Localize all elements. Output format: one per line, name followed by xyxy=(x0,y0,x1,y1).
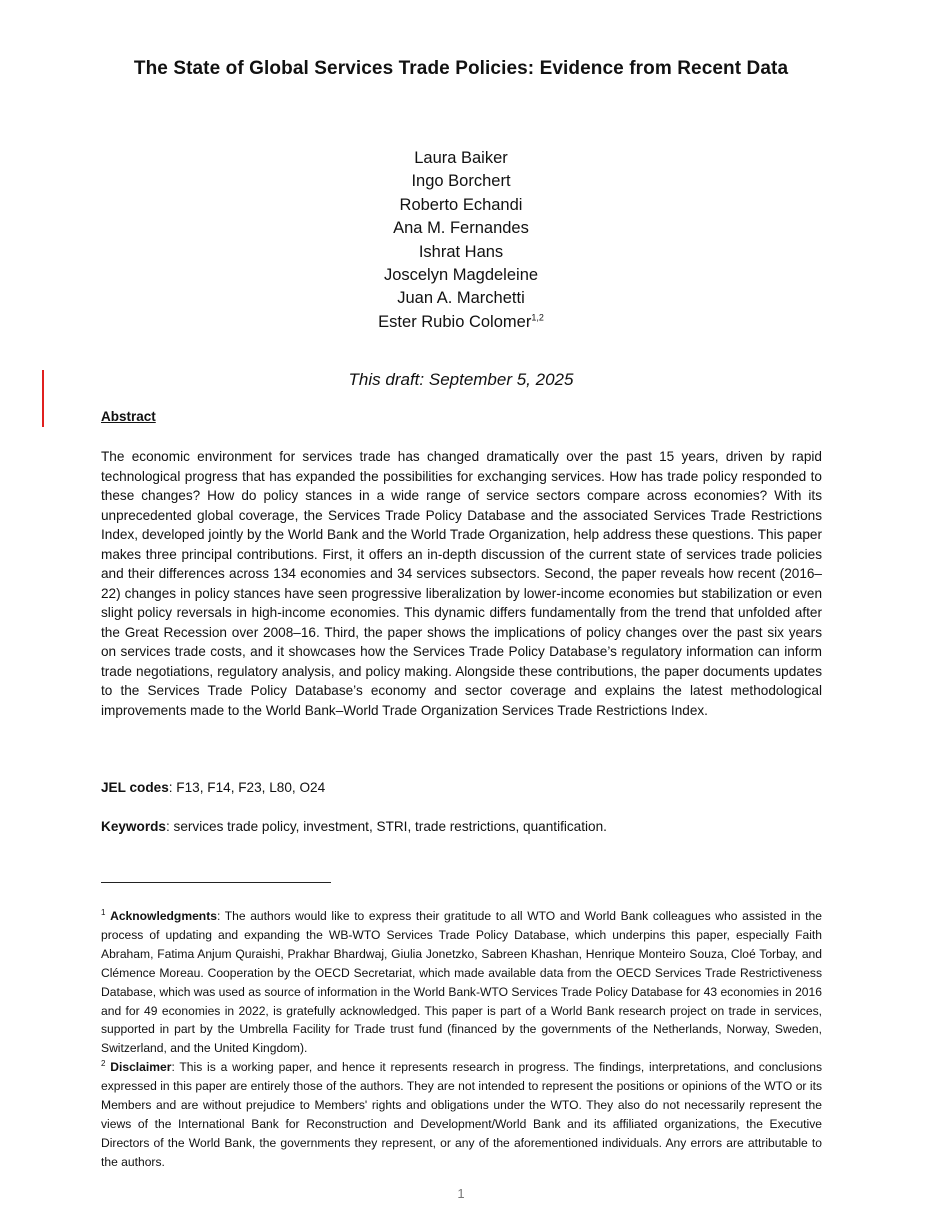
paper-title: The State of Global Services Trade Policies: Evidence from Recent Data xyxy=(133,58,789,79)
abstract-body: The economic environment for services trade has changed dramatically over the past 15 years, driven by rapid technological progress that has expanded the possibilities for exchanging services. How has trade policy responded to these changes? How do policy stances in a wide range of service sectors compare across economies? With its unprecedented global coverage, the Services Trade Policy Database and the associated Services Trade Restrictions Index, developed jointly by the World Bank and the World Trade Organization, help address these questions. This paper makes three principal contributions. First, it offers an in-depth discussion of the current state of services trade policies and their differences across 134 economies and 34 services subsectors. Second, the paper reveals how recent (2016–22) changes in policy stances have seen progressive liberalization by lower-income economies but stabilization or even slight policy reversals in high-income economies. This dynamic differs fundamentally from the trend that unfolded after the Great Recession over 2008–16. Third, the paper shows the implications of policy changes over the past six years on services trade costs, and it showcases how the Services Trade Policy Database’s regulatory information can inform trade negotiations, regulatory analysis, and policy making. Alongside these contributions, the paper documents updates to the Services Trade Policy Database’s economy and sector coverage and explains the latest methodological improvements made to the World Bank–World Trade Organization Services Trade Restrictions Index. xyxy=(101,449,822,718)
jel-codes xyxy=(101,780,325,795)
author-name: Ishrat Hans xyxy=(418,242,504,261)
draft-date: This draft: September 5, 2025 xyxy=(348,370,574,389)
author-name: Laura Baiker xyxy=(414,149,508,167)
author-list xyxy=(0,147,922,334)
footnotes xyxy=(101,907,822,1172)
keywords-value: : services trade policy, investment, STRI, trade restrictions, quantification. xyxy=(165,819,607,834)
footnote-separator xyxy=(101,882,331,883)
footnote-acknowledgments xyxy=(101,907,822,1058)
author-name: Ana M. Fernandes xyxy=(393,219,529,238)
footnote-text: : The authors would like to express their gratitude to all WTO and World Bank colleagues who assisted in the process of updating and expanding the WB-WTO Services Trade Policy Database, which underpins this paper, especially Faith Abraham, Fatima Anjum Quraishi, Prakhar Bhardwaj, Giulia Jonetzko, Sabreen Khashan, Henrique Monteiro Souza, Cloé Torbay, and Clémence Moreau. Cooperation by the OECD Secretariat, which made available data from the OECD Services Trade Restrictiveness Database, which was used as source of information in the World Bank-WTO Services Trade Policy Database for 43 economies in 2016 and for 49 economies in 2022, is gratefully acknowledged. This paper is part of a World Bank research project on trade in services, supported in part by the Umbrella Facility for Trade trust fund (financed by the governments of the Netherlands, Norway, Sweden, Switzerland, and the United Kingdom). xyxy=(101,909,822,1056)
keywords-label: Keywords xyxy=(101,819,166,834)
abstract-heading: Abstract xyxy=(101,409,156,424)
keywords xyxy=(101,819,607,834)
author-name: Roberto Echandi xyxy=(399,195,523,214)
author-name-last xyxy=(0,311,922,334)
footnote-label: Acknowledgments xyxy=(110,909,217,923)
author-name: Joscelyn Magdeleine xyxy=(383,266,539,285)
footnote-text: : This is a working paper, and hence it represents research in progress. The findings, interpretations, and conclusions expressed in this paper are entirely those of the authors. They are not intended to represent the positions or opinions of the WTO or its Members and are without prejudice to Members' rights and obligations under the WTO. They also do not necessarily represent the views of the International Bank for Reconstruction and Development/World Bank and its affiliated organizations, the Executive Directors of the World Bank, the governments they represent, or any of the aforementioned individuals. Any errors are attributable to the authors. xyxy=(101,1060,822,1169)
author-footnote-marks[interactable]: 1,2 xyxy=(531,312,544,323)
author-name: Ester Rubio Colomer xyxy=(378,312,532,331)
footnote-label: Disclaimer xyxy=(110,1060,172,1075)
footnote-mark: 2 xyxy=(101,1059,106,1069)
jel-label: JEL codes xyxy=(101,780,169,795)
author-name: Juan A. Marchetti xyxy=(397,289,525,308)
footnote-disclaimer xyxy=(101,1058,822,1171)
author-name: Ingo Borchert xyxy=(411,172,511,191)
jel-value: : F13, F14, F23, L80, O24 xyxy=(168,780,326,795)
footnote-mark: 1 xyxy=(101,907,106,917)
page-number: 1 xyxy=(457,1186,465,1201)
